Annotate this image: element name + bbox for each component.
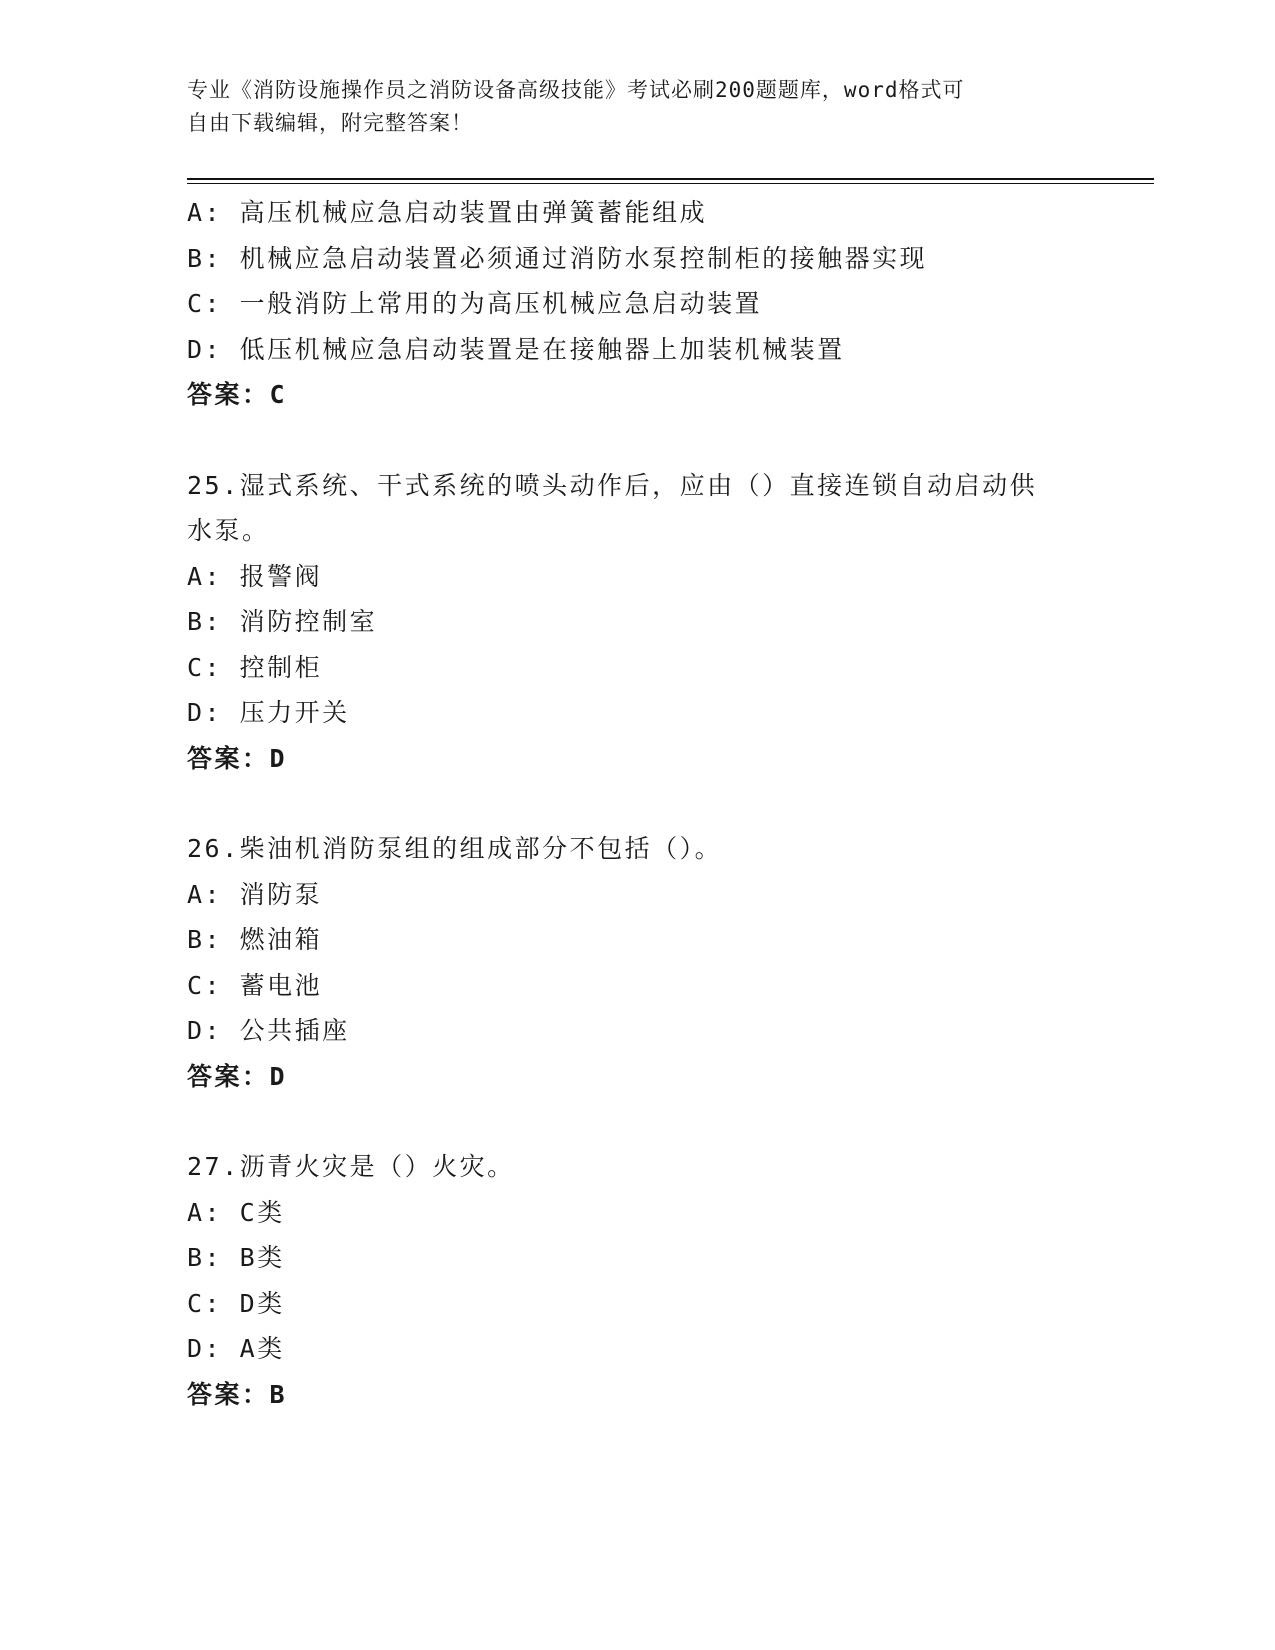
question-block-26 [187,826,1087,1099]
option-c: C: 蓄电池 [187,970,323,1000]
spacer [187,418,1087,463]
answer: 答案：C [187,380,288,409]
question-block-27 [187,1144,1087,1417]
option-c: C: D类 [187,1288,285,1318]
option-c: C: 一般消防上常用的为高压机械应急启动装置 [187,289,763,318]
answer: 答案：D [187,743,288,773]
header-divider-thick [187,178,1154,180]
question-text: 27.沥青火灾是（）火灾。 [187,1152,515,1181]
option-b: B: 机械应急启动装置必须通过消防水泵控制柜的接触器实现 [187,243,928,273]
option-d: D: 压力开关 [187,698,350,727]
option-c: C: 控制柜 [187,652,323,682]
option-a: A: 高压机械应急启动装置由弹簧蓄能组成 [187,198,708,227]
option-b: B: 消防控制室 [187,607,378,636]
question-block-25 [187,463,1087,782]
option-b: B: 燃油箱 [187,925,323,954]
question-list [187,190,1087,1417]
header-divider-thin [187,183,1154,184]
question-text-line-1: 25.湿式系统、干式系统的喷头动作后，应由（）直接连锁自动启动供 [187,470,1038,500]
option-a: A: 报警阀 [187,561,323,591]
option-a: A: 消防泵 [187,879,323,909]
option-d: D: A类 [187,1334,285,1363]
option-a: A: C类 [187,1197,285,1227]
spacer [187,781,1087,826]
option-d: D: 低压机械应急启动装置是在接触器上加装机械装置 [187,334,845,364]
document-header [187,74,1067,140]
option-d: D: 公共插座 [187,1016,350,1045]
spacer [187,1099,1087,1144]
header-line-1: 专业《消防设施操作员之消防设备高级技能》考试必刷200题题库，word格式可 [187,78,965,102]
answer: 答案：B [187,1379,288,1409]
question-text-line-2: 水泵。 [187,516,270,545]
header-line-2: 自由下载编辑，附完整答案！ [187,111,473,135]
question-block-24 [187,190,1087,418]
question-text: 26.柴油机消防泵组的组成部分不包括（）。 [187,834,723,863]
option-b: B: B类 [187,1243,285,1272]
answer: 答案：D [187,1061,288,1091]
